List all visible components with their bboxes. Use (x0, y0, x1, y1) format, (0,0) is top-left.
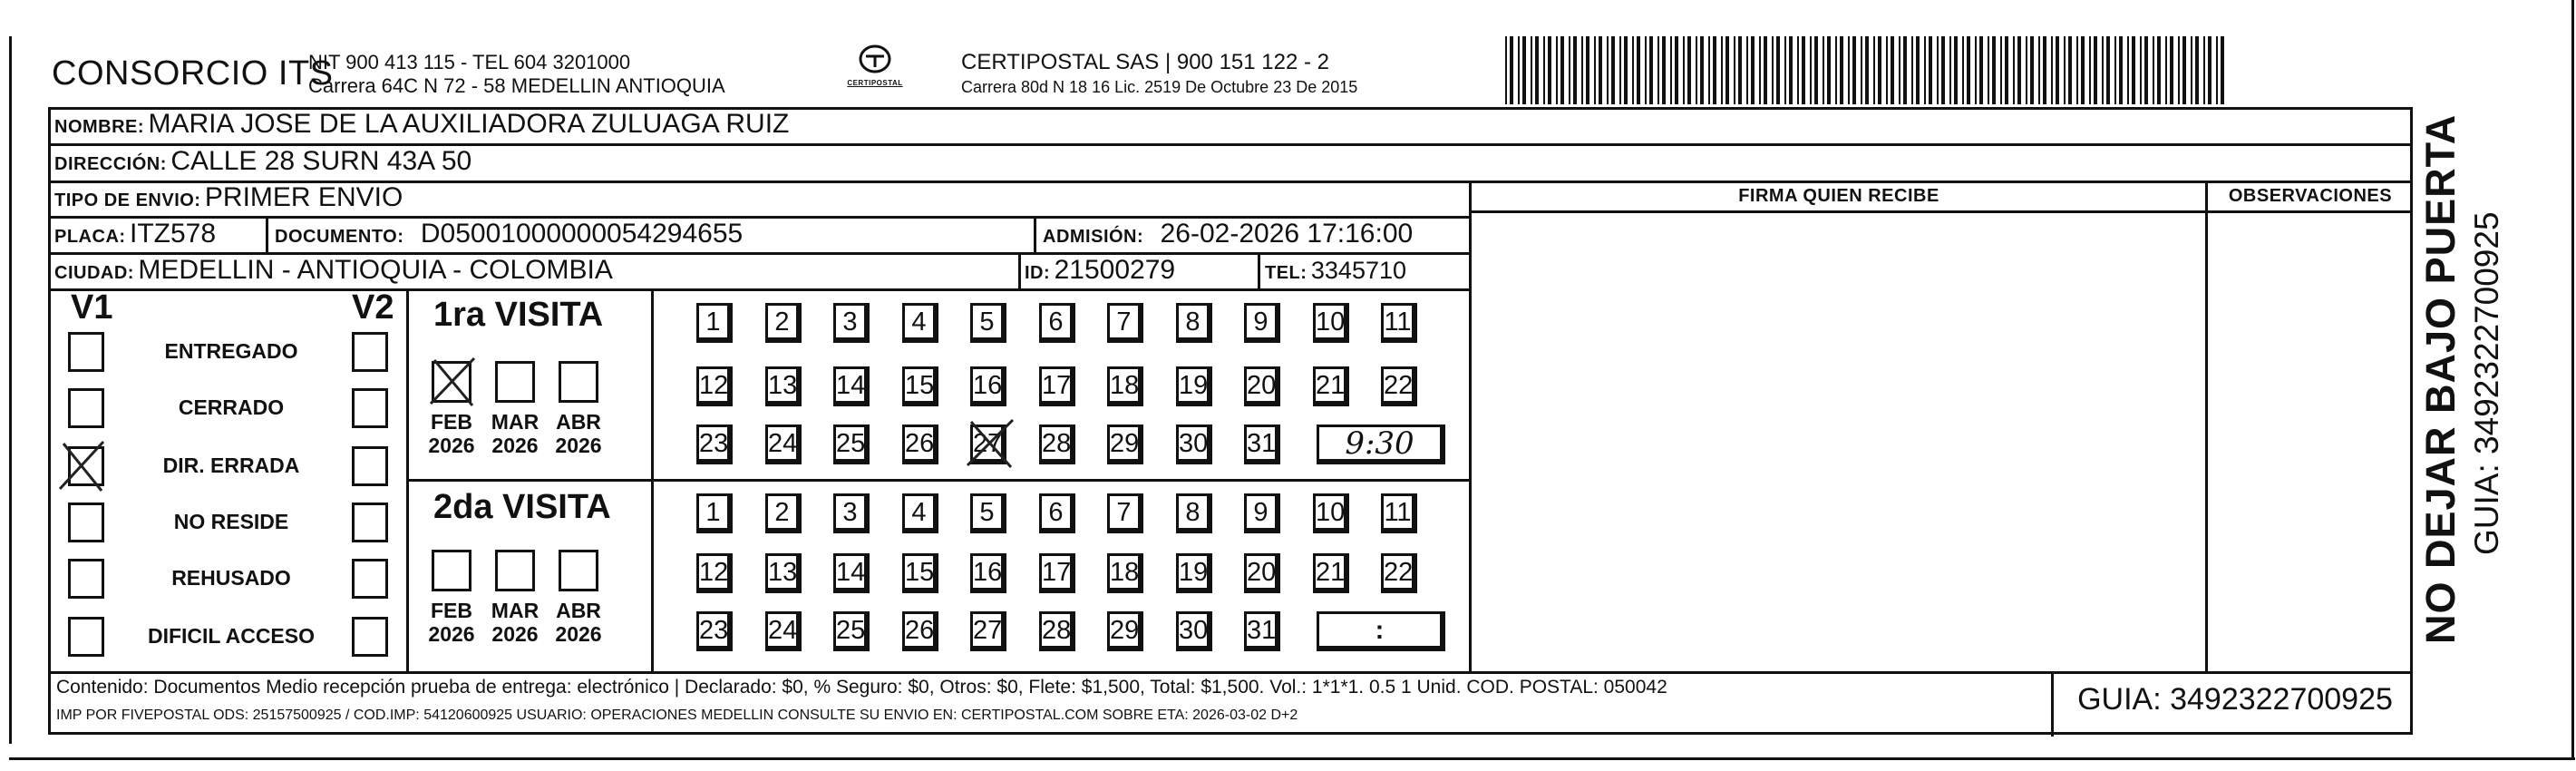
barcode-bar (1696, 36, 1697, 104)
day-box[interactable]: 13 (765, 553, 802, 593)
barcode-bar (2051, 36, 2053, 104)
barcode-bar (2089, 36, 2091, 104)
barcode-bar (1581, 36, 1583, 104)
visit1-title: 1ra VISITA (433, 296, 604, 334)
barcode-bar (2106, 36, 2110, 104)
day-box[interactable]: 29 (1107, 425, 1143, 464)
barcode-bar (1979, 36, 1983, 104)
footer-contenido: Contenido: Documentos Medio recepción prueba de entrega: electrónico | Declarado: $0, % Seguro: $0, Otros: $0, Flete: $1,500, Total: $1,500. Vol.: 1*1*1. 0.5 1 Unid. COD. POSTAL: 050042 (56, 677, 1667, 698)
barcode-bar (2216, 36, 2218, 104)
id-field (1025, 255, 1175, 286)
barcode-bar (1814, 36, 1818, 104)
day-box[interactable]: 20 (1244, 366, 1280, 406)
month-year: 2026 (491, 622, 539, 646)
barcode-bar (1967, 36, 1970, 104)
barcode-bar (1764, 36, 1767, 104)
barcode-bar (2144, 36, 2148, 104)
barcode-bar (1531, 36, 1532, 104)
month-checkbox[interactable] (432, 361, 471, 403)
day-box[interactable]: 27 (970, 611, 1006, 651)
barcode-bar (1886, 36, 1888, 104)
barcode-bar (1810, 36, 1812, 104)
barcode-bar (1899, 36, 1900, 104)
page-bottom-border (9, 757, 2575, 760)
day-box[interactable]: 13 (765, 366, 802, 406)
day-box[interactable]: 22 (1381, 553, 1417, 593)
month-checkbox[interactable] (495, 550, 535, 591)
barcode-bar (1903, 36, 1907, 104)
barcode-bar (1599, 36, 1602, 104)
barcode-bar (1675, 36, 1678, 104)
day-box[interactable]: 7 (1107, 303, 1143, 343)
day-box[interactable]: 18 (1107, 366, 1143, 406)
barcode-bar (1823, 36, 1824, 104)
day-box[interactable]: 16 (970, 553, 1006, 593)
month-year: 2026 (555, 622, 602, 646)
month-year: 2026 (428, 434, 475, 457)
barcode-bar (1949, 36, 1951, 104)
barcode-bar (1556, 36, 1558, 104)
barcode-bar (1835, 36, 1837, 104)
barcode-bar (2043, 36, 2046, 104)
admision-field (1043, 219, 1413, 249)
barcode-bar (2076, 36, 2078, 104)
company-name: CONSORCIO ITS (52, 54, 334, 93)
tipo-envio-label: TIPO DE ENVIO: (54, 190, 201, 210)
day-box[interactable]: 30 (1176, 611, 1212, 651)
placa-label: PLACA: (54, 227, 126, 247)
day-box[interactable]: 12 (696, 366, 733, 406)
day-box[interactable]: 3 (833, 493, 870, 533)
barcode-bar (2030, 36, 2034, 104)
postal-seal-icon (857, 44, 893, 74)
status-label: DIFICIL ACCESO (147, 624, 315, 648)
day-box[interactable]: 9 (1244, 493, 1280, 533)
day-box[interactable]: 25 (833, 425, 870, 464)
barcode-bar (1941, 36, 1945, 104)
v1-checkbox[interactable] (68, 446, 104, 486)
footer-top-line (48, 671, 2413, 674)
barcode-bar (2013, 36, 2015, 104)
barcode-bar (2203, 36, 2205, 104)
day-box[interactable]: 11 (1381, 303, 1417, 343)
day-box[interactable]: 12 (696, 553, 733, 593)
barcode-bar (1992, 36, 1996, 104)
nombre-row (54, 109, 789, 140)
footer-guia: GUIA: 3492322700925 (2077, 682, 2393, 717)
barcode-bar (1865, 36, 1869, 104)
barcode-bar (1586, 36, 1589, 104)
status-label: DIR. ERRADA (162, 454, 300, 477)
day-box[interactable]: 21 (1313, 366, 1349, 406)
id-value: 21500279 (1054, 255, 1176, 285)
v1-checkbox[interactable] (68, 559, 104, 599)
observaciones-header: OBSERVACIONES (2228, 186, 2393, 206)
placa-doc-sep (266, 216, 268, 252)
ciudad-label: CIUDAD: (54, 263, 134, 283)
month-name: FEB (431, 599, 472, 622)
placa-field (54, 219, 216, 249)
barcode-bar (1988, 36, 1989, 104)
month-name: ABR (556, 599, 601, 622)
tel-value: 3345710 (1310, 257, 1407, 284)
side-guia: GUIA: 3492322700925 (2468, 211, 2505, 555)
barcode-bar (2165, 36, 2167, 104)
footer-guia-sep (2051, 671, 2054, 737)
v2-label: V2 (352, 288, 394, 327)
firma-header: FIRMA QUIEN RECIBE (1738, 186, 1939, 206)
barcode-bar (1708, 36, 1710, 104)
barcode-bar (1548, 36, 1551, 104)
month-checkbox[interactable] (559, 361, 598, 403)
barcode-bar (2195, 36, 2199, 104)
barcode-bar (2153, 36, 2154, 104)
barcode-bar (2114, 36, 2116, 104)
status-label: ENTREGADO (164, 339, 298, 363)
day-box[interactable]: 30 (1176, 425, 1212, 464)
barcode-bar (1759, 36, 1761, 104)
carrier-license: Carrera 80d N 18 16 Lic. 2519 De Octubre 23 De 2015 (961, 78, 1358, 96)
col-firma-left (1469, 181, 1472, 673)
month-name: MAR (491, 410, 540, 434)
barcode-bar (1535, 36, 1539, 104)
barcode-bar (1619, 36, 1621, 104)
day-box[interactable]: 19 (1176, 553, 1212, 593)
v1-checkbox[interactable] (68, 503, 104, 542)
visit2-title: 2da VISITA (433, 488, 611, 526)
month-checkbox[interactable] (559, 550, 598, 591)
v1-checkbox[interactable] (68, 388, 104, 428)
barcode-bar (1713, 36, 1716, 104)
barcode-bar (1518, 36, 1520, 104)
certipostal-logo (843, 44, 907, 98)
handwritten-x-mark (427, 355, 478, 407)
barcode-bar (1751, 36, 1755, 104)
barcode-bar (1662, 36, 1666, 104)
barcode-bar (1649, 36, 1653, 104)
barcode-bar (1891, 36, 1894, 104)
carrier-name: CERTIPOSTAL SAS | 900 151 122 - 2 (961, 50, 1329, 74)
day-box[interactable]: 8 (1176, 303, 1212, 343)
day-box[interactable]: 5 (970, 493, 1006, 533)
barcode-bar (2119, 36, 2123, 104)
day-box[interactable]: 26 (902, 611, 938, 651)
id-label: ID: (1025, 263, 1051, 283)
barcode-bar (2157, 36, 2161, 104)
barcode-bar (1637, 36, 1640, 104)
page-right-border (2571, 0, 2574, 760)
documento-label: DOCUMENTO: (275, 227, 404, 247)
barcode-bar (1840, 36, 1843, 104)
barcode-bar (2127, 36, 2129, 104)
barcode-bar (1861, 36, 1862, 104)
month-name: MAR (491, 599, 540, 622)
day-box[interactable]: 26 (902, 425, 938, 464)
day-box[interactable]: 24 (765, 425, 802, 464)
v2-checkbox[interactable] (352, 446, 388, 486)
v2-checkbox[interactable] (352, 617, 388, 657)
day-box[interactable]: 4 (902, 303, 938, 343)
barcode-bar (1687, 36, 1691, 104)
status-label: CERRADO (178, 395, 285, 419)
barcode-bar (2182, 36, 2186, 104)
barcode-bar (1573, 36, 1577, 104)
visit-time-field[interactable] (1317, 425, 1445, 464)
barcode-bar (2005, 36, 2008, 104)
day-box[interactable]: 28 (1039, 611, 1075, 651)
day-box[interactable]: 10 (1313, 303, 1349, 343)
tipo-envio-row (54, 182, 403, 213)
day-box[interactable]: 29 (1107, 611, 1143, 651)
day-box[interactable]: 22 (1381, 366, 1417, 406)
barcode-bar (2056, 36, 2059, 104)
day-box[interactable]: 1 (696, 303, 733, 343)
v1-checkbox[interactable] (68, 617, 104, 657)
day-box[interactable]: 6 (1039, 493, 1075, 533)
v2-checkbox[interactable] (352, 559, 388, 599)
day-box[interactable]: 11 (1381, 493, 1417, 533)
id-tel-sep (1258, 252, 1260, 288)
row-line-5 (48, 288, 1472, 291)
barcode-bar (1852, 36, 1856, 104)
month-name: ABR (556, 410, 601, 434)
logo-caption: CERTIPOSTAL (847, 79, 903, 87)
time-placeholder: : (1375, 616, 1385, 645)
barcode-bar (1569, 36, 1570, 104)
barcode-bar (1802, 36, 1805, 104)
month-name: FEB (431, 410, 472, 434)
barcode-bar (2102, 36, 2104, 104)
barcode-bar (2068, 36, 2072, 104)
nombre-value: MARIA JOSE DE LA AUXILIADORA ZULUAGA RUIZ (148, 109, 790, 139)
tel-field (1265, 257, 1406, 285)
documento-field (275, 219, 743, 249)
status-label: NO RESIDE (173, 510, 289, 533)
day-box[interactable]: 24 (765, 611, 802, 651)
barcode-bar (2094, 36, 2097, 104)
barcode-bar (2140, 36, 2142, 104)
day-box[interactable]: 1 (696, 493, 733, 533)
day-box[interactable]: 19 (1176, 366, 1212, 406)
day-box[interactable]: 3 (833, 303, 870, 343)
admision-label: ADMISIÓN: (1043, 227, 1144, 247)
day-box[interactable]: 23 (696, 611, 733, 651)
day-box[interactable]: 2 (765, 493, 802, 533)
barcode-bar (1738, 36, 1742, 104)
barcode-bar (1746, 36, 1748, 104)
barcode-bar (2026, 36, 2027, 104)
barcode-bar (2221, 36, 2224, 104)
barcode-bar (2038, 36, 2040, 104)
barcode-bar (1607, 36, 1609, 104)
company-address: Carrera 64C N 72 - 58 MEDELLIN ANTIOQUIA (308, 74, 725, 97)
barcode-bar (1721, 36, 1723, 104)
day-box[interactable]: 4 (902, 493, 938, 533)
month-year: 2026 (428, 622, 475, 646)
barcode-bar (1937, 36, 1939, 104)
barcode-bar (1827, 36, 1831, 104)
barcode-bar (2064, 36, 2066, 104)
day-box[interactable]: 17 (1039, 366, 1075, 406)
tel-label: TEL: (1265, 263, 1307, 283)
barcode-bar (1772, 36, 1774, 104)
documento-value: D05001000000054294655 (420, 219, 744, 249)
barcode-bar (2000, 36, 2002, 104)
day-box[interactable]: 7 (1107, 493, 1143, 533)
nombre-label: NOMBRE: (54, 117, 145, 137)
day-box[interactable]: 2 (765, 303, 802, 343)
v2-checkbox[interactable] (352, 332, 388, 372)
day-box[interactable]: 23 (696, 425, 733, 464)
v1-label: V1 (71, 288, 113, 327)
barcode-bar (2017, 36, 2021, 104)
barcode-bar (1954, 36, 1958, 104)
row-line-3b (1469, 210, 2413, 213)
barcode-bar (1789, 36, 1793, 104)
month-checkbox[interactable] (495, 361, 535, 403)
visit-split-line (406, 479, 1472, 482)
barcode-bar (1522, 36, 1526, 104)
barcode-bar (1670, 36, 1672, 104)
barcode-bar (1776, 36, 1780, 104)
admision-value: 26-02-2026 17:16:00 (1160, 219, 1414, 249)
barcode-bar (1929, 36, 1932, 104)
day-box[interactable]: 6 (1039, 303, 1075, 343)
barcode-bar (2191, 36, 2192, 104)
ciudad-field (54, 255, 613, 286)
barcode-bar (1632, 36, 1634, 104)
barcode-bar (2132, 36, 2135, 104)
direccion-label: DIRECCIÓN: (54, 154, 167, 174)
barcode-bar (1594, 36, 1596, 104)
barcode-bar (1700, 36, 1704, 104)
barcode-bar (1645, 36, 1647, 104)
barcode-bar (1975, 36, 1977, 104)
barcode-bar (1962, 36, 1964, 104)
barcode-bar (1725, 36, 1729, 104)
day-box[interactable]: 31 (1244, 425, 1280, 464)
ciudad-id-sep (1018, 252, 1021, 288)
day-box[interactable]: 8 (1176, 493, 1212, 533)
day-box[interactable]: 14 (833, 553, 870, 593)
barcode-bar (1924, 36, 1926, 104)
col-obs-left (2205, 181, 2208, 673)
footer-imp: IMP POR FIVEPOSTAL ODS: 25157500925 / COD.IMP: 54120600925 USUARIO: OPERACIONES MEDELLIN CONSULTE SU ENVIO EN: CERTIPOSTAL.COM SOBRE ETA: 2026-03-02 D+2 (56, 708, 1298, 723)
day-box[interactable]: 5 (970, 303, 1006, 343)
day-box[interactable]: 9 (1244, 303, 1280, 343)
side-warning: NO DEJAR BAJO PUERTA (2417, 113, 2464, 644)
day-box[interactable]: 25 (833, 611, 870, 651)
barcode-bar (1916, 36, 1920, 104)
direccion-row (54, 146, 471, 177)
company-nit: NIT 900 413 115 - TEL 604 3201000 (308, 51, 631, 73)
doc-adm-sep (1034, 216, 1036, 252)
tipo-envio-value: PRIMER ENVIO (204, 182, 403, 212)
barcode-bar (1848, 36, 1850, 104)
day-box[interactable]: 15 (902, 366, 938, 406)
barcode-bar (1505, 36, 1507, 104)
month-year: 2026 (491, 434, 539, 457)
visit-time-field[interactable] (1317, 611, 1445, 651)
barcode-bar (1797, 36, 1799, 104)
day-box[interactable]: 18 (1107, 553, 1143, 593)
barcode-bar (1624, 36, 1628, 104)
handwritten-time: 9:30 (1345, 425, 1414, 462)
barcode (1505, 36, 2231, 104)
placa-value: ITZ578 (130, 219, 217, 249)
day-box[interactable]: 17 (1039, 553, 1075, 593)
barcode-bar (1560, 36, 1564, 104)
day-box[interactable]: 14 (833, 366, 870, 406)
status-label: REHUSADO (171, 566, 291, 590)
barcode-bar (2170, 36, 2173, 104)
direccion-value: CALLE 28 SURN 43A 50 (170, 146, 472, 176)
barcode-bar (1784, 36, 1786, 104)
barcode-bar (1657, 36, 1659, 104)
day-box[interactable]: 31 (1244, 611, 1280, 651)
day-box[interactable]: 20 (1244, 553, 1280, 593)
barcode-bar (1543, 36, 1545, 104)
page-left-border (9, 36, 12, 744)
barcode-bar (1911, 36, 1913, 104)
barcode-bar (1873, 36, 1875, 104)
month-year: 2026 (555, 434, 602, 457)
ciudad-value: MEDELLIN - ANTIOQUIA - COLOMBIA (138, 255, 613, 285)
day-box[interactable]: 16 (970, 366, 1006, 406)
barcode-bar (1683, 36, 1685, 104)
v2-checkbox[interactable] (352, 388, 388, 428)
day-box[interactable]: 15 (902, 553, 938, 593)
barcode-bar (1878, 36, 1881, 104)
barcode-bar (1611, 36, 1615, 104)
day-box[interactable]: 10 (1313, 493, 1349, 533)
day-box[interactable]: 28 (1039, 425, 1075, 464)
day-box[interactable]: 27 (970, 425, 1006, 464)
barcode-bar (1510, 36, 1513, 104)
day-box[interactable]: 21 (1313, 553, 1349, 593)
month-checkbox[interactable] (432, 550, 471, 591)
barcode-bar (2208, 36, 2211, 104)
barcode-bar (2178, 36, 2180, 104)
v2-checkbox[interactable] (352, 503, 388, 542)
v1-checkbox[interactable] (68, 332, 104, 372)
barcode-bar (1734, 36, 1735, 104)
barcode-bar (2081, 36, 2085, 104)
